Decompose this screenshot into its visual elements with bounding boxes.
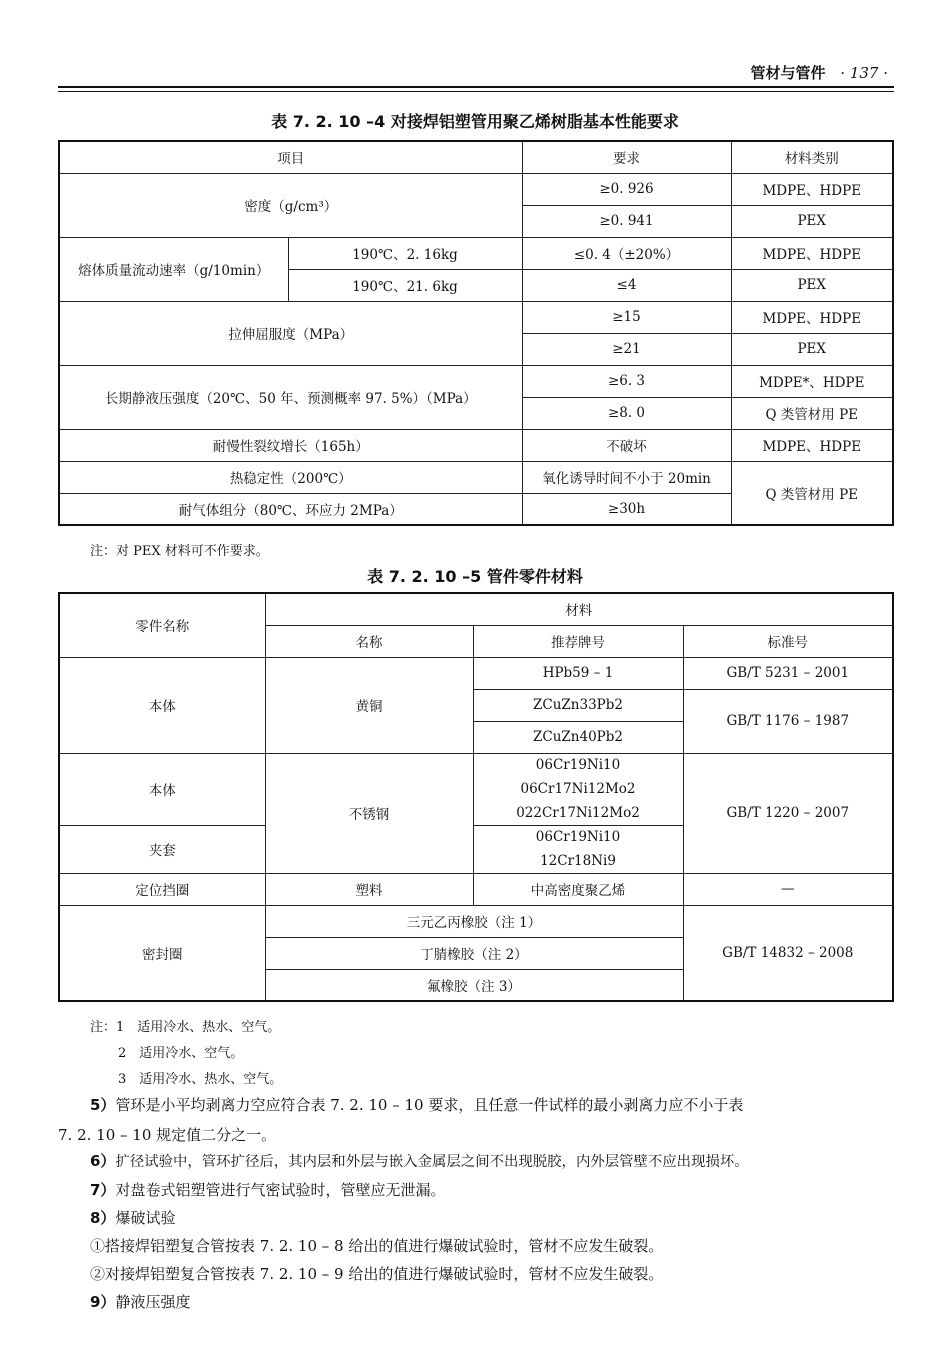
table-row (59, 905, 893, 937)
density-req-1: ≥0. 926 (522, 173, 731, 205)
paragraph-5 (90, 1094, 743, 1115)
standard-5231: GB/T 5231 – 2001 (683, 657, 893, 689)
paragraph-9-number: 9） (90, 1293, 116, 1311)
table-row (59, 237, 893, 269)
paragraph-9-text: 静液压强度 (115, 1293, 191, 1311)
paragraph-8 (90, 1207, 175, 1228)
grade-12cr18: 12Cr18Ni9 (473, 849, 683, 873)
mfr-cond-1: 190℃、2. 16kg (288, 237, 522, 269)
density-req-2: ≥0. 941 (522, 205, 731, 237)
table2-header-standard: 标准号 (683, 625, 893, 657)
table1-caption: 表 7. 2. 10 –4 对接焊铝塑管用聚乙烯树脂基本性能要求 (271, 112, 679, 131)
section-title: 管材与管件 (750, 64, 826, 82)
mfr-cat-1: MDPE、HDPE (731, 237, 893, 269)
running-header (751, 62, 889, 83)
table-row (59, 873, 893, 905)
hydro-req-2: ≥8. 0 (522, 397, 731, 429)
grade-hpb59: HPb59 – 1 (473, 657, 683, 689)
table1-header-category: 材料类别 (731, 141, 893, 173)
hydro-cat-1: MDPE*、HDPE (731, 365, 893, 397)
crack-req: 不破坏 (522, 429, 731, 461)
paragraph-5-text: 管环是小平均剥离力空应符合表 7. 2. 10 – 10 要求，且任意一件试样的最小剥离力应不小于表 (115, 1096, 744, 1114)
grade-022cr17: 022Cr17Ni12Mo2 (473, 801, 683, 825)
thermal-req: 氧化诱导时间不小于 20min (522, 461, 731, 493)
table2-caption: 表 7. 2. 10 –5 管件零件材料 (367, 567, 583, 586)
paragraph-7-number: 7） (90, 1181, 116, 1199)
part-ring: 定位挡圈 (59, 873, 265, 905)
table-row (59, 461, 893, 493)
mfr-cond-2: 190℃、21. 6kg (288, 269, 522, 301)
header-rule-thin (58, 91, 894, 92)
material-steel: 不锈钢 (265, 753, 473, 873)
table-row (59, 365, 893, 397)
table2-note-2: 2 适用冷水、空气。 (118, 1046, 244, 1061)
paragraph-8-item-2: ②对接焊铝塑复合管按表 7. 2. 10 – 9 给出的值进行爆破试验时，管材不应发生破裂。 (90, 1265, 664, 1283)
part-body-steel: 本体 (59, 753, 265, 825)
table1-note: 注：对 PEX 材料可不作要求。 (90, 544, 269, 559)
crack-cat: MDPE、HDPE (731, 429, 893, 461)
paragraph-9 (90, 1291, 190, 1312)
table2-note-3: 3 适用冷水、热水、空气。 (118, 1072, 283, 1087)
paragraph-7-text: 对盘卷式铝塑管进行气密试验时，管壁应无泄漏。 (115, 1181, 446, 1199)
table2-header-part: 零件名称 (59, 593, 265, 657)
density-cat-1: MDPE、HDPE (731, 173, 893, 205)
grade-06cr19-a: 06Cr19Ni10 (473, 753, 683, 777)
grade-zcuzn33: ZCuZn33Pb2 (473, 689, 683, 721)
density-cat-2: PEX (731, 205, 893, 237)
grade-zcuzn40: ZCuZn40Pb2 (473, 721, 683, 753)
grade-06cr17: 06Cr17Ni12Mo2 (473, 777, 683, 801)
tensile-req-1: ≥15 (522, 301, 731, 333)
rubber-fkm: 氟橡胶（注 3） (265, 969, 683, 1001)
page-number: · 137 · (840, 64, 888, 82)
mfr-req-1: ≤0. 4（±20%） (522, 237, 731, 269)
grade-06cr19-b: 06Cr19Ni10 (473, 825, 683, 849)
standard-none: — (683, 873, 893, 905)
table2-header-material: 材料 (265, 593, 893, 625)
thermal-label: 热稳定性（200℃） (59, 461, 522, 493)
thermal-gas-cat: Q 类管材用 PE (731, 461, 893, 525)
standard-1176: GB/T 1176 – 1987 (683, 689, 893, 753)
table1-header-row (59, 141, 893, 173)
standard-1220: GB/T 1220 – 2007 (683, 753, 893, 873)
rubber-nbr: 丁腈橡胶（注 2） (265, 937, 683, 969)
hydro-label: 长期静液压强度（20℃、50 年、预测概率 97. 5%）（MPa） (59, 365, 522, 429)
hydro-cat-2: Q 类管材用 PE (731, 397, 893, 429)
table2-header-row-1 (59, 593, 893, 625)
paragraph-6 (90, 1150, 749, 1171)
table-row (59, 753, 893, 777)
tensile-cat-2: PEX (731, 333, 893, 365)
table2-header-grade: 推荐牌号 (473, 625, 683, 657)
table1 (58, 140, 894, 526)
density-label: 密度（g/cm³） (59, 173, 522, 237)
paragraph-8-item-1: ①搭接焊铝塑复合管按表 7. 2. 10 – 8 给出的值进行爆破试验时，管材不应发生破裂。 (90, 1237, 664, 1255)
grade-pe: 中高密度聚乙烯 (473, 873, 683, 905)
paragraph-6-text: 扩径试验中，管环扩径后，其内层和外层与嵌入金属层之间不出现脱胶，内外层管壁不应出现损坏。 (115, 1154, 749, 1170)
header-rule-thick (58, 86, 894, 88)
table2-note-1: 注：1 适用冷水、热水、空气。 (90, 1020, 281, 1035)
rubber-epdm: 三元乙丙橡胶（注 1） (265, 905, 683, 937)
table-row (59, 657, 893, 689)
paragraph-7 (90, 1179, 445, 1200)
part-sleeve: 夹套 (59, 825, 265, 873)
part-seal: 密封圈 (59, 905, 265, 1001)
standard-14832: GB/T 14832 – 2008 (683, 905, 893, 1001)
mfr-cat-2: PEX (731, 269, 893, 301)
paragraph-8-text: 爆破试验 (115, 1209, 176, 1227)
table-row (59, 301, 893, 333)
hydro-req-1: ≥6. 3 (522, 365, 731, 397)
tensile-cat-1: MDPE、HDPE (731, 301, 893, 333)
table-row (59, 429, 893, 461)
table2-header-name: 名称 (265, 625, 473, 657)
table1-header-item: 项目 (59, 141, 522, 173)
tensile-label: 拉伸屈服度（MPa） (59, 301, 522, 365)
material-brass: 黄铜 (265, 657, 473, 753)
paragraph-5-number: 5） (90, 1096, 116, 1114)
material-plastic: 塑料 (265, 873, 473, 905)
paragraph-8-number: 8） (90, 1209, 116, 1227)
table1-header-requirement: 要求 (522, 141, 731, 173)
paragraph-6-number: 6） (90, 1152, 116, 1170)
crack-label: 耐慢性裂纹增长（165h） (59, 429, 522, 461)
tensile-req-2: ≥21 (522, 333, 731, 365)
mfr-req-2: ≤4 (522, 269, 731, 301)
paragraph-5-continued: 7. 2. 10 – 10 规定值二分之一。 (58, 1126, 277, 1144)
table2 (58, 592, 894, 1002)
gas-req: ≥30h (522, 493, 731, 525)
part-body-brass: 本体 (59, 657, 265, 753)
table-row (59, 173, 893, 205)
gas-label: 耐气体组分（80℃、环应力 2MPa） (59, 493, 522, 525)
mfr-label: 熔体质量流动速率（g/10min） (59, 237, 288, 301)
